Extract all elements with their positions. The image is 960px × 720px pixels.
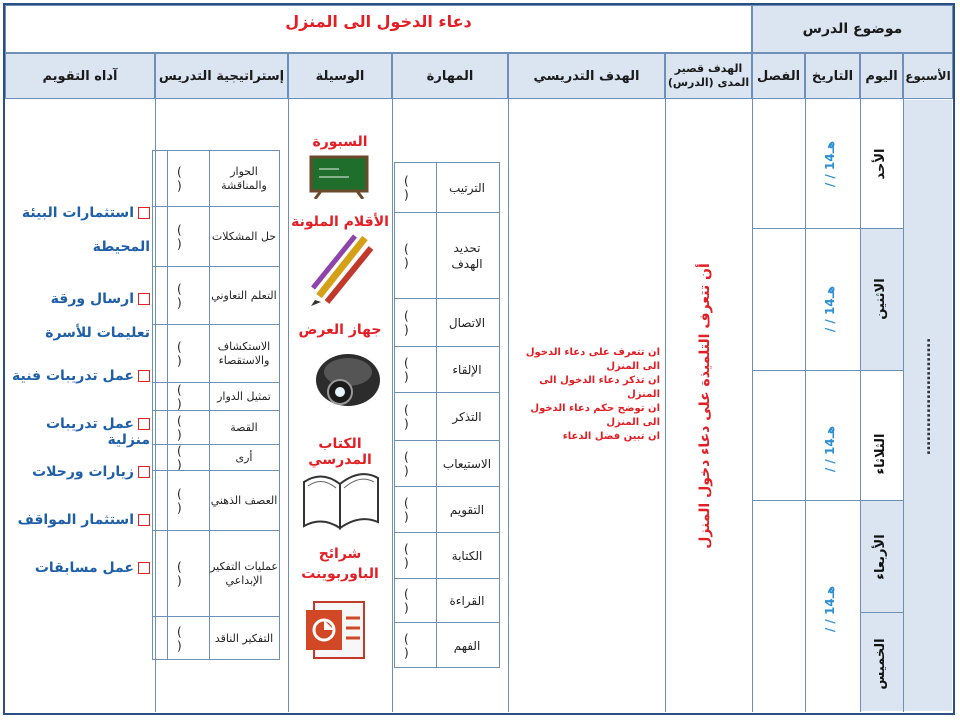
subject-label-cell [752, 5, 953, 53]
skill-checkbox[interactable]: ( ) [404, 174, 419, 202]
checkbox-icon[interactable] [138, 293, 150, 305]
strategy-label: عمليات التفكير الإبداعي [210, 560, 278, 587]
col-skill: المهارة [392, 53, 508, 99]
strategy-checkbox[interactable]: ( ) [177, 625, 192, 653]
skill-row [394, 212, 500, 298]
day-name-tuesday: الثلاثاء [873, 433, 888, 475]
date-sunday: / / 14هـ [823, 140, 837, 188]
lesson-title-cell [5, 5, 752, 53]
strategy-row [152, 530, 280, 616]
objective-item: ان توضح حكم دعاء الدخول الى المنزل [530, 403, 660, 428]
skill-row [394, 622, 500, 668]
day-name-monday: الاثنين [873, 278, 888, 320]
col-strategy: إستراتيجية التدريس [155, 53, 288, 99]
strategy-checkbox[interactable]: ( ) [177, 444, 192, 472]
strategy-checkbox[interactable]: ( ) [177, 340, 192, 368]
assessment-item[interactable]: استثمار المواقف [8, 512, 150, 560]
date-monday: / / 14هـ [823, 285, 837, 333]
strategy-row [152, 324, 280, 382]
col-teaching-goal: الهدف التدريسي [508, 53, 665, 99]
assessment-item[interactable]: عمل تدريبات منزلية [45, 416, 150, 448]
col-week: الأسبوع [903, 53, 953, 99]
pencils-icon [305, 234, 375, 306]
skill-row [394, 162, 500, 212]
strategy-label: الاستكشاف والاستقصاء [217, 340, 271, 367]
strategy-checkbox[interactable]: ( ) [177, 165, 192, 193]
skill-label: التذكر [452, 410, 482, 424]
skill-checkbox[interactable]: ( ) [404, 632, 419, 660]
skill-row [394, 298, 500, 346]
col-assessment: آداه التقويم [5, 53, 155, 99]
skill-row [394, 346, 500, 392]
teaching-objectives [512, 346, 660, 444]
strategy-label: القصة [230, 421, 258, 434]
strategy-label: تمثيل الدوار [217, 390, 271, 403]
book-icon [300, 462, 382, 532]
strategy-checkbox[interactable]: ( ) [177, 560, 192, 588]
day-name-sunday: الأحد [873, 148, 888, 180]
skill-checkbox[interactable]: ( ) [404, 450, 419, 478]
assessment-item[interactable]: ارسال ورقة تعليمات للأسرة [45, 291, 150, 341]
date-tuesday: / / 14هـ [823, 425, 837, 473]
assessment-item[interactable]: عمل مسابقات [8, 560, 150, 608]
skill-label: الكتابة [451, 549, 483, 563]
tool-label-pencils: الأقلام الملونة [291, 214, 389, 230]
checkbox-icon[interactable] [138, 418, 150, 430]
skill-label: التقويم [449, 503, 485, 517]
checkbox-icon[interactable] [138, 514, 150, 526]
skill-label: تحديد الهدف [451, 241, 483, 271]
strategy-label: أرى [235, 451, 253, 464]
skill-checkbox[interactable]: ( ) [404, 587, 419, 615]
col-tool: الوسيلة [288, 53, 392, 99]
strategy-label: حل المشكلات [211, 230, 277, 243]
powerpoint-icon [304, 596, 370, 662]
projector-icon [312, 342, 382, 414]
skill-label: الترتيب [449, 181, 485, 195]
assessment-item[interactable]: استثمارات البيئة المحيطة [21, 205, 150, 255]
tool-label-book: الكتاب المدرسي [308, 436, 372, 468]
strategy-checkbox[interactable]: ( ) [177, 383, 192, 411]
skill-checkbox[interactable]: ( ) [404, 309, 419, 337]
date-wednesday: / / 14هـ [823, 585, 837, 633]
skill-label: الاتصال [448, 316, 486, 330]
strategy-label: التعلم التعاوني [211, 289, 277, 302]
day-name-wednesday: الأربعاء [873, 534, 888, 580]
checkbox-icon[interactable] [138, 370, 150, 382]
strategy-checkbox[interactable]: ( ) [177, 282, 192, 310]
strategy-checkbox[interactable]: ( ) [177, 223, 192, 251]
assessment-item[interactable]: عمل تدريبات فنية [8, 368, 150, 416]
checkbox-icon[interactable] [138, 207, 150, 219]
assessment-item[interactable]: زيارات ورحلات [8, 464, 150, 512]
tool-label-projector: جهاز العرض [298, 322, 382, 338]
skill-row [394, 486, 500, 532]
tool-label-board: السبورة [312, 134, 368, 150]
strategy-row [152, 444, 280, 470]
lesson-title: دعاء الدخول الى المنزل [285, 12, 472, 31]
objective-item: ان تتعرف على دعاء الدخول الى المنزل [525, 347, 660, 372]
skill-checkbox[interactable]: ( ) [404, 356, 419, 384]
strategy-label: العصف الذهني [210, 494, 278, 507]
skill-checkbox[interactable]: ( ) [404, 242, 419, 270]
strategy-row [152, 150, 280, 206]
skill-row [394, 532, 500, 578]
strategy-row [152, 206, 280, 266]
chalkboard-icon [309, 155, 369, 199]
strategy-row [152, 266, 280, 324]
skill-label: الإلقاء [452, 363, 482, 377]
skill-label: الاستيعاب [442, 457, 492, 471]
strategy-label: الحوار والمناقشة [221, 165, 267, 192]
skill-row [394, 440, 500, 486]
checkbox-icon[interactable] [138, 466, 150, 478]
skill-label: القراءة [449, 594, 485, 608]
skill-label: الفهم [453, 639, 481, 653]
short-goal-text: أن تتعرف التلميذة على دعاء دخول المنزل [697, 263, 713, 549]
strategy-label: التفكير الناقد [214, 632, 274, 645]
skill-checkbox[interactable]: ( ) [404, 542, 419, 570]
objective-item: ان تبين فضل الدعاء [562, 431, 660, 442]
skill-row [394, 578, 500, 622]
strategy-row [152, 470, 280, 530]
col-class: الفصل [752, 53, 805, 99]
strategy-row [152, 382, 280, 410]
col-day: اليوم [860, 53, 903, 99]
skill-checkbox[interactable]: ( ) [404, 496, 419, 524]
assessment-list [8, 196, 150, 608]
skill-checkbox[interactable]: ( ) [404, 403, 419, 431]
week-value: ……………………. [918, 337, 934, 455]
strategy-row [152, 616, 280, 660]
col-date: التاريخ [805, 53, 860, 99]
strategy-row [152, 410, 280, 444]
subject-label: موضوع الدرس [802, 21, 903, 37]
col-short-goal: الهدف قصير المدى (الدرس) [665, 53, 752, 99]
tool-label-powerpoint: شرائح الباوربوينت [301, 546, 379, 582]
strategy-checkbox[interactable]: ( ) [177, 487, 192, 515]
skill-row [394, 392, 500, 440]
checkbox-icon[interactable] [138, 562, 150, 574]
strategy-checkbox[interactable]: ( ) [177, 414, 192, 442]
day-name-thursday: الخميس [873, 638, 888, 690]
objective-item: ان تذكر دعاء الدخول الى المنزل [539, 375, 660, 400]
